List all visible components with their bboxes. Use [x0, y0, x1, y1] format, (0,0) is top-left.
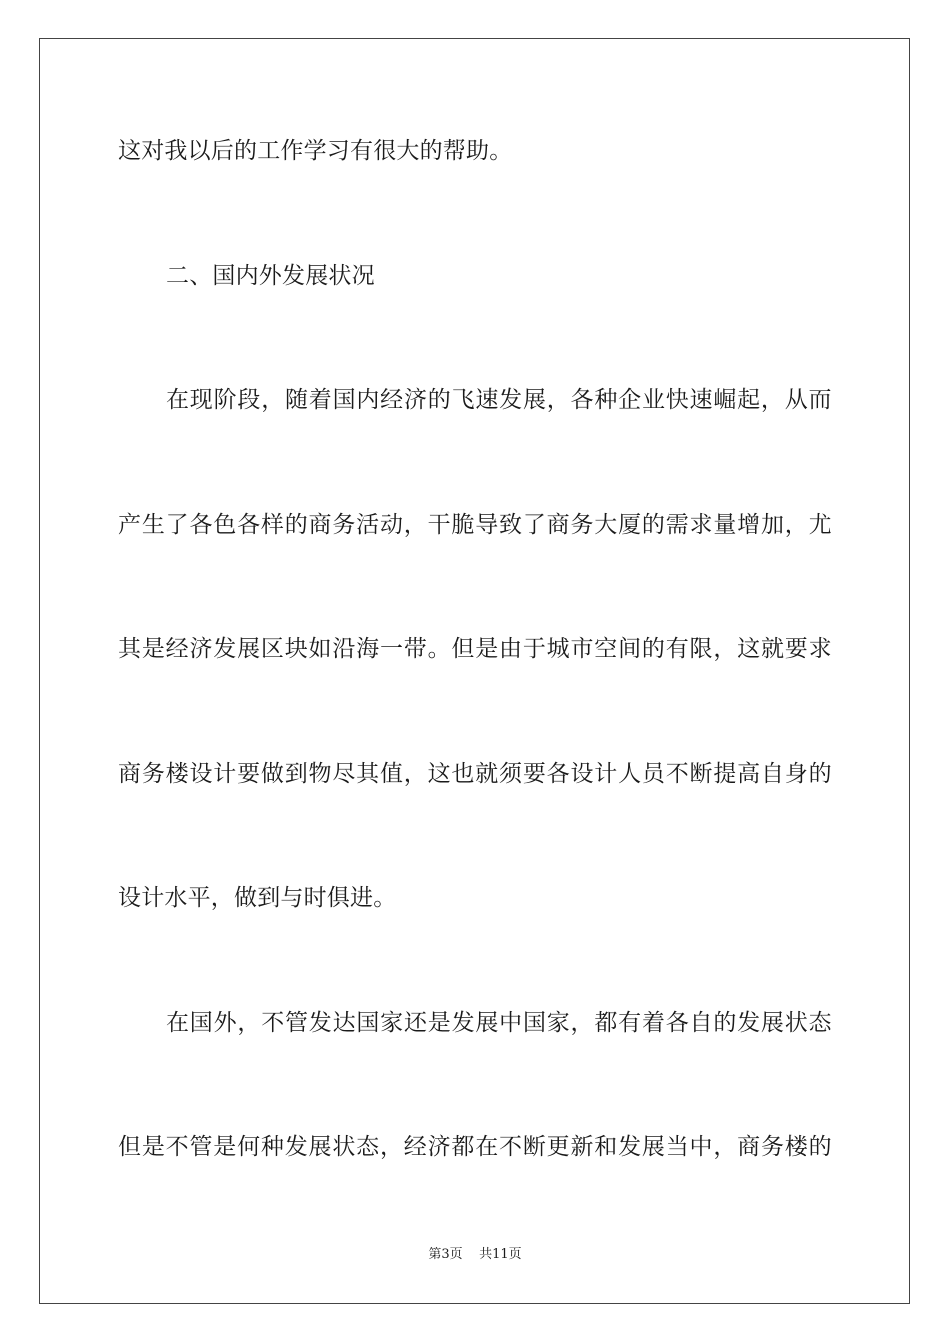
- body-line-3: 在 现 阶 段 ， 随 着 国 内 经 济 的 飞 速 发 展 ， 各 种 企 业 快 速 崛 起 ， 从 而: [166, 387, 832, 413]
- section-heading: 二、国内外发展状况: [166, 263, 375, 289]
- body-line-6: 商 务 楼 设 计 要 做 到 物 尽 其 值 ， 这 也 就 须 要 各 设 计 人 员 不 断 提 高 自 身 的: [118, 761, 832, 787]
- body-line-9: 但 是 不 管 是 何 种 发 展 状 态 ， 经 济 都 在 不 断 更 新 和 发 展 当 中 ， 商 务 楼 的: [118, 1134, 832, 1160]
- body-line-4: 产 生 了 各 色 各 样 的 商 务 活 动 ， 干 脆 导 致 了 商 务 大 厦 的 需 求 量 增 加 ， 尤: [118, 512, 832, 538]
- page-footer: [0, 1247, 950, 1263]
- page-number: 第3页: [428, 1247, 463, 1262]
- page-total: 共11页: [479, 1247, 522, 1262]
- page-frame: [39, 38, 910, 1304]
- body-line-8: 在 国 外 ， 不 管 发 达 国 家 还 是 发 展 中 国 家 ， 都 有 着 各 自 的 发 展 状 态: [166, 1010, 832, 1036]
- body-line-1: 这对我以后的工作学习有很大的帮助。: [118, 138, 513, 164]
- body-line-7: 设计水平，做到与时俱进。: [118, 885, 397, 911]
- body-line-5: 其 是 经 济 发 展 区 块 如 沿 海 一 带 。 但 是 由 于 城 市 空 间 的 有 限 ， 这 就 要 求: [118, 636, 832, 662]
